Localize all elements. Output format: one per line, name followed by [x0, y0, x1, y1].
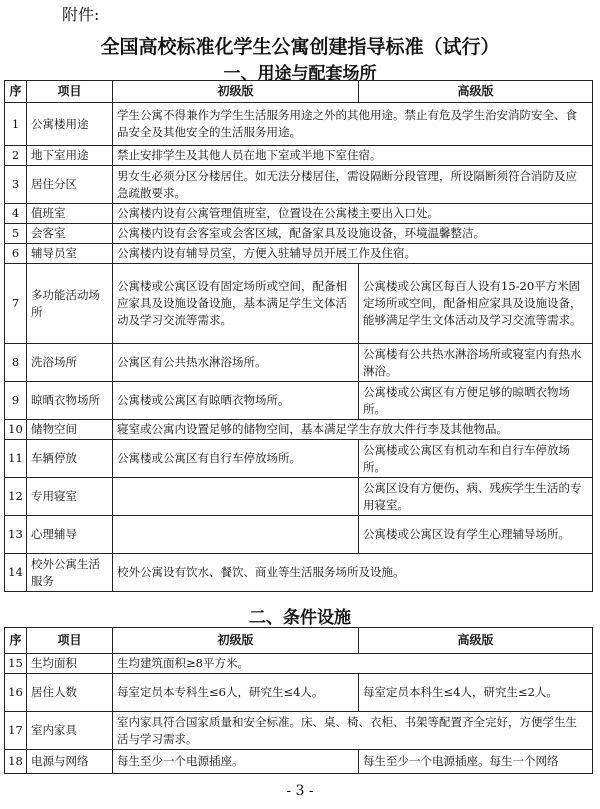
row-number: 16 — [5, 674, 27, 712]
row-basic: 每生至少一个电源插座。 — [113, 750, 359, 774]
table-row — [5, 166, 593, 204]
row-basic: 每室定员本专科生≤6人，研究生≤4人。 — [113, 674, 359, 712]
row-item: 专用寝室 — [27, 478, 113, 516]
attachment-label: 附件: — [62, 5, 100, 24]
header-advanced: 高级版 — [359, 81, 593, 103]
row-standard-merged: 禁止安排学生及其他人员在地下室或半地下室住宿。 — [113, 146, 593, 166]
header-item: 项目 — [27, 628, 113, 654]
section-1-title: 一、用途与配套场所 — [223, 64, 377, 84]
row-number: 14 — [5, 554, 27, 592]
row-item: 会客室 — [27, 224, 113, 244]
row-item: 生均面积 — [27, 654, 113, 674]
table-row — [5, 204, 593, 224]
row-number: 9 — [5, 382, 27, 420]
row-item: 储物空间 — [27, 420, 113, 440]
table-row — [5, 344, 593, 382]
header-basic: 初级版 — [113, 81, 359, 103]
row-standard-merged: 寝室或公寓内设置足够的储物空间，基本满足学生存放大件行李及其他物品。 — [113, 420, 593, 440]
table-row — [5, 750, 593, 774]
table-row — [5, 264, 593, 344]
row-advanced: 公寓楼或公寓区有机动车和自行车停放场所。 — [359, 440, 593, 478]
row-advanced: 每生至少一个电源插座。每生一个网络 — [359, 750, 593, 774]
row-basic: 公寓区有公共热水淋浴场所。 — [113, 344, 359, 382]
table-row — [5, 554, 593, 592]
row-item: 公寓楼用途 — [27, 103, 113, 146]
row-advanced: 公寓楼有公共热水淋浴场所或寝室内有热水淋浴。 — [359, 344, 593, 382]
table-row — [5, 440, 593, 478]
table-row — [5, 224, 593, 244]
header-item: 项目 — [27, 81, 113, 103]
row-number: 13 — [5, 516, 27, 554]
header-basic: 初级版 — [113, 628, 359, 654]
row-item: 地下室用途 — [27, 146, 113, 166]
row-item: 室内家具 — [27, 712, 113, 750]
row-number: 10 — [5, 420, 27, 440]
row-number: 17 — [5, 712, 27, 750]
table-row — [5, 382, 593, 420]
row-item: 多功能活动场所 — [27, 264, 113, 344]
row-item: 晾晒衣物场所 — [27, 382, 113, 420]
header-advanced: 高级版 — [359, 628, 593, 654]
row-standard-merged: 学生公寓不得兼作为学生生活服务用途之外的其他用途。禁止有危及学生治安消防安全、食品安全及其他安全的生活服务用途。 — [113, 103, 593, 146]
row-basic: 公寓楼或公寓区有晾晒衣物场所。 — [113, 382, 359, 420]
row-standard-merged: 公寓楼内设有会客室或会客区域，配备家具及设施设备，环境温馨整洁。 — [113, 224, 593, 244]
row-basic — [113, 478, 359, 516]
table-row — [5, 478, 593, 516]
row-item: 电源与网络 — [27, 750, 113, 774]
table-row — [5, 244, 593, 264]
row-basic: 公寓楼或公寓区有自行车停放场所。 — [113, 440, 359, 478]
row-item: 居住分区 — [27, 166, 113, 204]
row-standard-merged: 校外公寓设有饮水、餐饮、商业等生活服务场所及设施。 — [113, 554, 593, 592]
row-number: 15 — [5, 654, 27, 674]
table-row — [5, 146, 593, 166]
row-standard-merged: 公寓楼内设有公寓管理值班室，位置设在公寓楼主要出入口处。 — [113, 204, 593, 224]
table-row — [5, 516, 593, 554]
row-advanced: 公寓楼或公寓区有方便足够的晾晒衣物场所。 — [359, 382, 593, 420]
row-standard-merged: 室内家具符合国家质量和安全标准。床、桌、椅、衣柜、书架等配置齐全完好，方便学生生活与学习需求。 — [113, 712, 593, 750]
row-item: 居住人数 — [27, 674, 113, 712]
row-item: 车辆停放 — [27, 440, 113, 478]
section-2-title: 二、条件设施 — [249, 608, 351, 628]
page-number: - 3 - — [286, 783, 314, 799]
row-standard-merged: 男女生必须分区分楼居住。如无法分楼居住，需设隔断分段管理，所设隔断须符合消防及应急疏散要求。 — [113, 166, 593, 204]
row-number: 2 — [5, 146, 27, 166]
document-title: 全国高校标准化学生公寓创建指导标准（试行） — [100, 36, 500, 58]
row-advanced: 公寓楼或公寓区设有学生心理辅导场所。 — [359, 516, 593, 554]
row-standard-merged: 公寓楼内设有辅导员室，方便入驻辅导员开展工作及住宿。 — [113, 244, 593, 264]
row-number: 11 — [5, 440, 27, 478]
row-advanced: 公寓楼或公寓区每百人设有15-20平方米固定场所或空间，配备相应家具及设施设备，能够满足学生文体活动及学习交流等需求。 — [359, 264, 593, 344]
row-number: 5 — [5, 224, 27, 244]
row-item: 洗浴场所 — [27, 344, 113, 382]
row-basic: 公寓楼或公寓区设有固定场所或空间，配备相应家具及设施设备设施，基本满足学生文体活动及学习交流等需求。 — [113, 264, 359, 344]
row-item: 校外公寓生活服务 — [27, 554, 113, 592]
table-row — [5, 674, 593, 712]
row-advanced: 公寓区设有方便伤、病、残疾学生生活的专用寝室。 — [359, 478, 593, 516]
table-row — [5, 103, 593, 146]
table-row — [5, 712, 593, 750]
row-item: 心理辅导 — [27, 516, 113, 554]
row-number: 18 — [5, 750, 27, 774]
table-row — [5, 654, 593, 674]
row-number: 3 — [5, 166, 27, 204]
row-number: 1 — [5, 103, 27, 146]
row-number: 8 — [5, 344, 27, 382]
row-advanced: 每室定员本科生≤4人，研究生≤2人。 — [359, 674, 593, 712]
row-number: 12 — [5, 478, 27, 516]
row-number: 7 — [5, 264, 27, 344]
row-standard-merged: 生均建筑面积≥8平方米。 — [113, 654, 593, 674]
header-seq: 序 — [5, 81, 27, 103]
table-row — [5, 420, 593, 440]
table-usage-facilities — [4, 80, 593, 592]
table-conditions — [4, 627, 593, 774]
row-number: 4 — [5, 204, 27, 224]
row-item: 辅导员室 — [27, 244, 113, 264]
header-seq: 序 — [5, 628, 27, 654]
row-number: 6 — [5, 244, 27, 264]
row-basic — [113, 516, 359, 554]
row-item: 值班室 — [27, 204, 113, 224]
